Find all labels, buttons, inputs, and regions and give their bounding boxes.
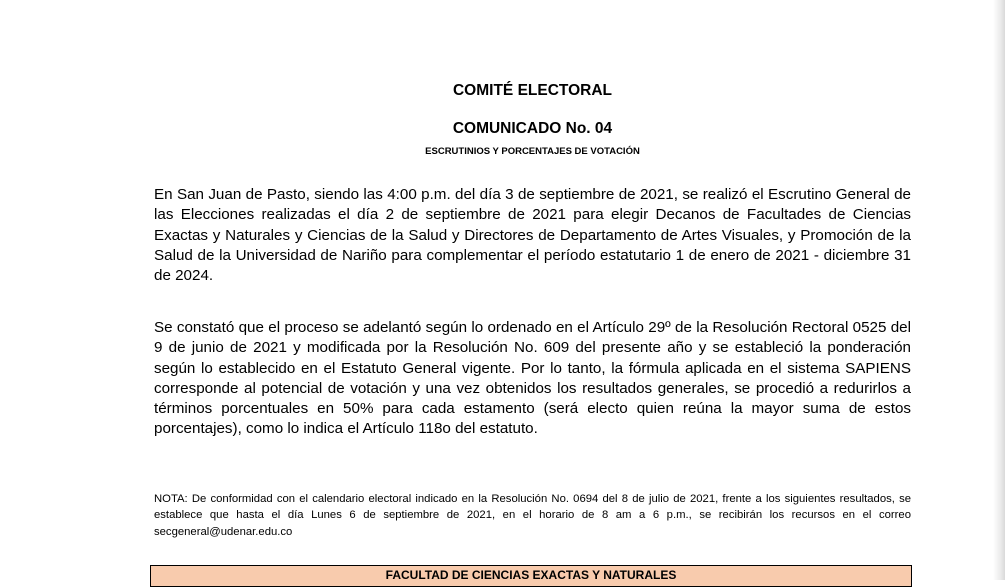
comunicado-title: COMUNICADO No. 04 bbox=[452, 120, 613, 137]
paragraph-procedimiento: Se constató que el proceso se adelantó según lo ordenado en el Artículo 29º de la Resolución Rectoral 0525 del 9 de junio de 2021 y modificada por la Resolución No. 609 del presente año y se estableció la ponderación según lo establecido en el Estatuto General vigente. Por lo tanto, la fórmula aplicada en el sistema SAPIENS corresponde al potencial de votación y una vez obtenidos los resultados generales, se procedió a redurirlos a términos porcentuales en 50% para cada estamento (será electo quien reúna la mayor suma de estos porcentajes), como lo indica el Artículo 118o del estatuto. bbox=[154, 319, 911, 438]
nota-recursos: NOTA: De conformidad con el calendario electoral indicado en la Resolución No. 0694 del 8 de julio de 2021, frente a los siguientes resultados, se establece que hasta el día Lunes 6 de septiembre de 2021, en el horario de 8 am a 6 p.m., se recibirán los recursos en el correo secgeneral@udenar.edu.co bbox=[154, 493, 911, 538]
comunicado-subtitle: ESCRUTINIOS Y PORCENTAJES DE VOTACIÓN bbox=[425, 146, 640, 157]
page-edge-shadow bbox=[993, 0, 1005, 580]
table-header-facultad: FACULTAD DE CIENCIAS EXACTAS Y NATURALES bbox=[150, 565, 912, 587]
paragraph-escrutinio: En San Juan de Pasto, siendo las 4:00 p.m. del día 3 de septiembre de 2021, se realizó el Escrutino General de las Elecciones realizadas el día 2 de septiembre de 2021 para elegir Decanos de Facultades de Ciencias Exactas y Naturales y Ciencias de la Salud y Directores de Departamento de Artes Visuales, y Promoción de la Salud de la Universidad de Nariño para complementar el período estatutario 1 de enero de 2021 - diciembre 31 de 2024. bbox=[154, 186, 911, 285]
committee-heading: COMITÉ ELECTORAL bbox=[452, 82, 613, 99]
